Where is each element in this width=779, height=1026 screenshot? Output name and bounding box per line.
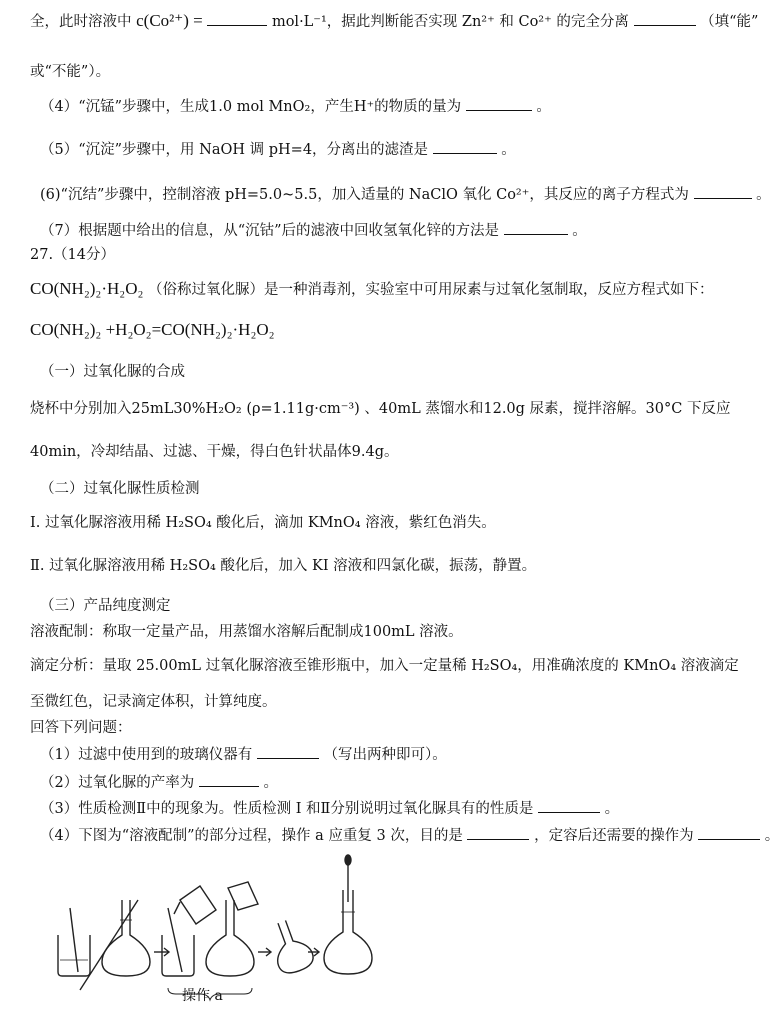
question-text: （7）根据题中给出的信息，从“沉钴”后的滤液中回收氢氧化锌的方法是 (40, 223, 500, 239)
section-3-heading: （三）产品纯度测定 (40, 598, 171, 614)
solution-prep: 溶液配制：称取一定量产品，用蒸馏水溶解后配制成100mL 溶液。 (30, 624, 463, 640)
question-text: ，定容后还需要的操作为 (534, 828, 694, 844)
titration-line-1: 滴定分析：量取 25.00mL 过氧化脲溶液至锥形瓶中，加入一定量稀 H₂SO₄，用准确浓度的 KMnO₄ 溶液滴定 (30, 658, 739, 674)
question-5 (40, 138, 516, 159)
answer-blank[interactable] (538, 798, 600, 813)
stirring-rod-icon (70, 908, 78, 972)
final-flask-diagram (318, 852, 378, 982)
question-text: （2）过氧化脲的产率为 (40, 775, 195, 791)
test-2: Ⅱ. 过氧化脲溶液用稀 H₂SO₄ 酸化后，加入 KI 溶液和四氯化碳，振荡，静置。 (30, 558, 537, 574)
question-text: (6)“沉结”步骤中，控制溶液 pH=5.0~5.5，加入适量的 NaClO 氧化 Co²⁺，其反应的离子方程式为 (40, 187, 689, 203)
intro-line (30, 278, 714, 299)
diagram-caption: 操作 a (182, 988, 223, 1004)
answer-blank[interactable] (433, 139, 497, 154)
stirring-rod-icon (168, 908, 182, 972)
question-text: （5）“沉淀”步骤中，用 NaOH 调 pH=4，分离出的滤渣是 (40, 142, 429, 158)
punct: 。 (263, 775, 278, 791)
answer-blank[interactable] (467, 825, 529, 840)
question-text: （写出两种即可）。 (323, 747, 447, 763)
formula-c-co: c(Co²⁺) = (136, 11, 203, 30)
answer-1 (40, 743, 447, 764)
answer-3 (40, 797, 619, 818)
answer-blank[interactable] (504, 220, 568, 235)
text-segment: mol·L⁻¹，据此判断能否实现 Zn²⁺ 和 Co²⁺ 的完全分离 (271, 14, 629, 30)
arrow-icon (258, 948, 271, 956)
punct: 。 (536, 99, 551, 115)
test-1: I. 过氧化脲溶液用稀 H₂SO₄ 酸化后，滴加 KMnO₄ 溶液，紫红色消失。 (30, 515, 496, 531)
question-text: （1）过滤中使用到的玻璃仪器有 (40, 747, 253, 763)
wash-bottle-icon (174, 886, 216, 924)
answer-blank[interactable] (634, 11, 696, 26)
tilted-flask-icon (265, 916, 317, 977)
question-7 (40, 219, 587, 240)
question-6 (40, 183, 771, 204)
punct: 。 (604, 801, 620, 817)
section-2-heading: （二）过氧化脲性质检测 (40, 481, 200, 497)
answer-4 (40, 824, 779, 845)
answer-blank[interactable] (207, 11, 267, 26)
answer-blank[interactable] (199, 772, 259, 787)
reaction-equation: CO(NH₂)₂ +H₂O₂=CO(NH₂)₂·H₂O₂ (30, 320, 275, 339)
volumetric-flask-icon (324, 890, 372, 974)
synthesis-line-2: 40min，冷却结晶、过滤、干燥，得白色针状晶体9.4g。 (30, 444, 399, 460)
line-1 (30, 10, 758, 31)
line-2: 或“不能”）。 (30, 64, 111, 80)
beaker-pouring-icon (228, 882, 258, 910)
synthesis-line-1: 烧杯中分别加入25mL30%H₂O₂ (ρ=1.11g·cm⁻³) 、40mL 蒸馏水和12.0g 尿素，搅拌溶解。30°C 下反应 (30, 401, 731, 417)
answer-prompt: 回答下列问题： (30, 720, 132, 736)
formula-urea-peroxide: CO(NH₂)₂·H₂O₂ (30, 279, 144, 298)
question-text: （4）“沉锰”步骤中，生成1.0 mol MnO₂，产生H⁺的物质的量为 (40, 99, 462, 115)
dropper-icon (345, 855, 351, 902)
punct: 。 (572, 223, 587, 239)
answer-blank[interactable] (694, 184, 752, 199)
answer-2 (40, 771, 278, 792)
answer-blank[interactable] (698, 825, 760, 840)
section-1-heading: （一）过氧化脲的合成 (40, 364, 185, 380)
question-27-header: 27.（14分） (30, 247, 116, 263)
intro-text: （俗称过氧化脲）是一种消毒剂，实验室中可用尿素与过氧化氢制取，反应方程式如下： (148, 282, 714, 298)
text-segment: 全，此时溶液中 (30, 14, 132, 30)
titration-line-2: 至微红色，记录滴定体积，计算纯度。 (30, 694, 277, 710)
punct: 。 (764, 828, 779, 844)
answer-blank[interactable] (257, 744, 319, 759)
question-text: （4）下图为“溶液配制”的部分过程，操作 a 应重复 3 次，目的是 (40, 828, 463, 844)
question-4 (40, 95, 551, 116)
question-text: （3）性质检测Ⅱ中的现象为。性质检测 I 和Ⅱ分别说明过氧化脲具有的性质是 (40, 801, 534, 817)
volumetric-flask-icon (102, 900, 150, 976)
answer-blank[interactable] (466, 96, 532, 111)
text-segment: （填“能” (700, 14, 759, 30)
punct: 。 (501, 142, 516, 158)
punct: 。 (756, 187, 771, 203)
